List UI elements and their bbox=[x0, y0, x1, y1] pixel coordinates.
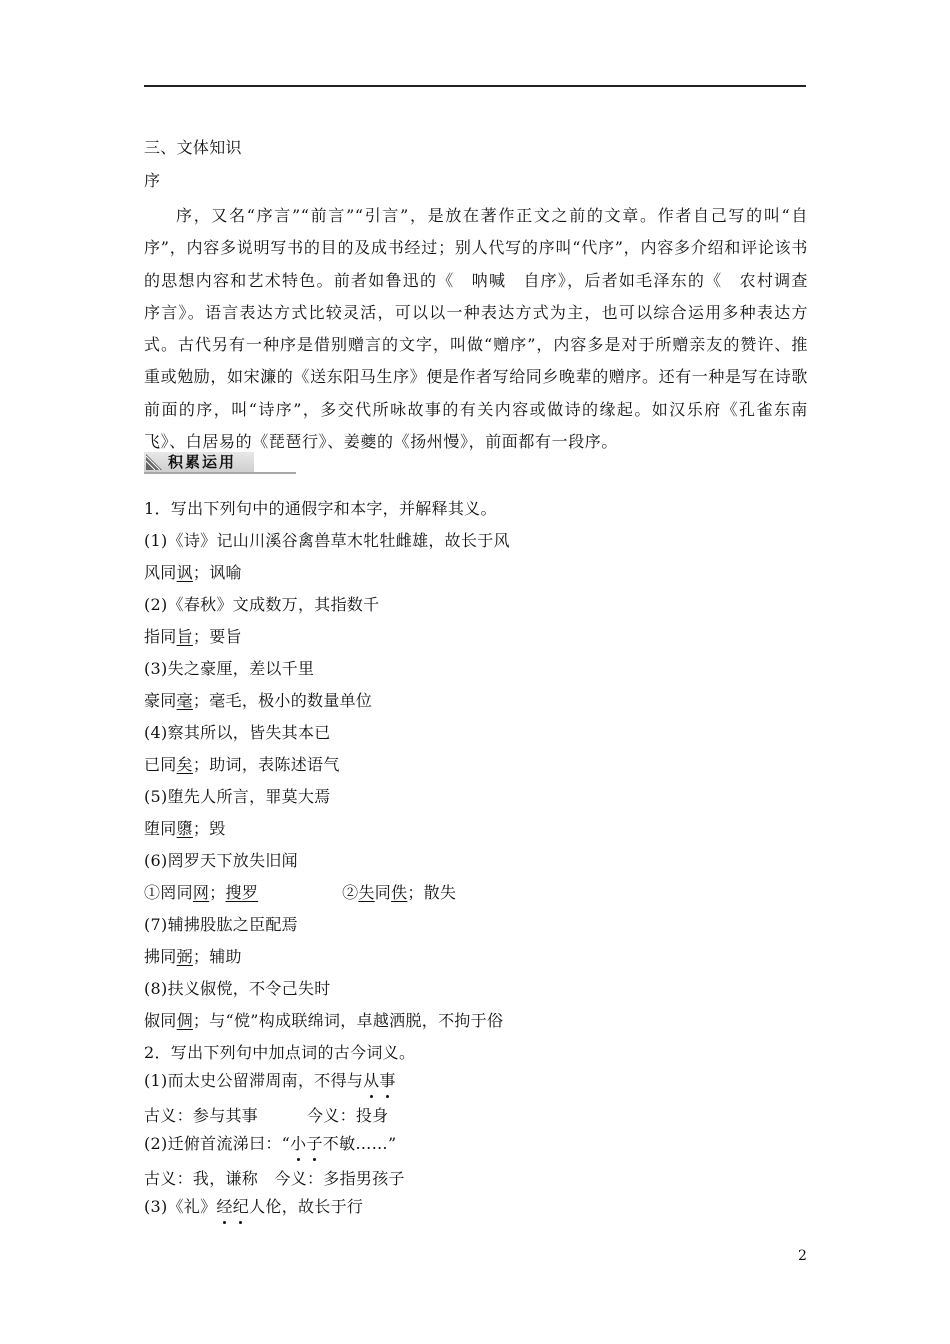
q1-item-6-sentence: (6)罔罗天下放失旧闻 bbox=[144, 851, 298, 870]
q1-item-2-sentence: (2)《春秋》文成数万，其指数千 bbox=[144, 595, 380, 614]
q1-item-7-answer: 拂同弼；辅助 bbox=[144, 947, 242, 966]
q1-item-5-answer: 堕同隳；毁 bbox=[144, 819, 226, 838]
q1-item-3-sentence: (3)失之豪厘，差以千里 bbox=[144, 659, 315, 678]
section-banner bbox=[144, 452, 296, 474]
q2-item-2-answer: 古义：我，谦称 今义：多指男孩子 bbox=[144, 1169, 405, 1188]
q1-title: 1．写出下列句中的通假字和本字，并解释其义。 bbox=[144, 499, 497, 518]
q1-item-6-answer: ①罔同网；搜罗 ②失同佚；散失 bbox=[144, 883, 457, 902]
q1-item-4-answer: 已同矣；助词，表陈述语气 bbox=[144, 755, 340, 774]
page-number: 2 bbox=[798, 1248, 807, 1264]
q1-item-2-answer: 指同旨；要旨 bbox=[144, 627, 242, 646]
header-rule bbox=[144, 85, 806, 87]
q2-item-3-sentence: (3)《礼》经纪人伦，故长于行 bbox=[144, 1197, 364, 1216]
diagonal-hatch-icon bbox=[146, 454, 162, 470]
q1-item-1-answer: 风同讽；讽喻 bbox=[144, 563, 242, 582]
section-title: 三、文体知识 bbox=[144, 138, 242, 157]
q1-item-8-answer: 俶同倜；与“傥”构成联绵词，卓越洒脱，不拘于俗 bbox=[144, 1011, 504, 1030]
q2-title: 2．写出下列句中加点词的古今词义。 bbox=[144, 1043, 416, 1062]
q1-item-3-answer: 豪同毫；毫毛，极小的数量单位 bbox=[144, 691, 373, 710]
q1-item-7-sentence: (7)辅拂股肱之臣配焉 bbox=[144, 915, 298, 934]
q1-item-1-sentence: (1)《诗》记山川溪谷禽兽草木牝牡雌雄，故长于风 bbox=[144, 531, 510, 550]
q1-item-4-sentence: (4)察其所以，皆失其本已 bbox=[144, 723, 331, 742]
genre-paragraph: 序，又名“序言”“前言”“引言”，是放在著作正文之前的文章。作者自己写的叫“自序”，内容多说明写书的目的及成书经过；别人代写的序叫“代序”，内容多介绍和评论该书的思想内容和艺术特色。前者如鲁迅的《 呐喊 自序》，后者如毛泽东的《 农村调查 序言》。语言表达方式比较灵活，可以以一种表达方式为主，也可以综合运用多种表达方式。古代另有一种序是借别赠言的文字，叫做“赠序”，内容多是对于所赠亲友的赞许、推重或勉励，如宋濂的《送东阳马生序》便是作者写给同乡晚辈的赠序。还有一种是写在诗歌前面的序，叫“诗序”，多交代所咏故事的有关内容或做诗的缘起。如汉乐府《孔雀东南飞》、白居易的《琵琶行》、姜夔的《扬州慢》，前面都有一段序。 bbox=[144, 206, 825, 452]
q2-item-1-sentence: (1)而太史公留滞周南，不得与从事 bbox=[144, 1071, 396, 1090]
q2-item-2-sentence: (2)迁俯首流涕曰：“小子不敏……” bbox=[144, 1134, 397, 1153]
q2-item-1-answer: 古义：参与其事 今义：投身 bbox=[144, 1106, 389, 1125]
q1-item-5-sentence: (5)堕先人所言，罪莫大焉 bbox=[144, 787, 331, 806]
banner-underline bbox=[144, 472, 296, 474]
banner-label: 积累运用 bbox=[168, 453, 237, 471]
genre-term: 序 bbox=[144, 171, 161, 190]
q1-item-8-sentence: (8)扶义俶傥，不令己失时 bbox=[144, 979, 331, 998]
